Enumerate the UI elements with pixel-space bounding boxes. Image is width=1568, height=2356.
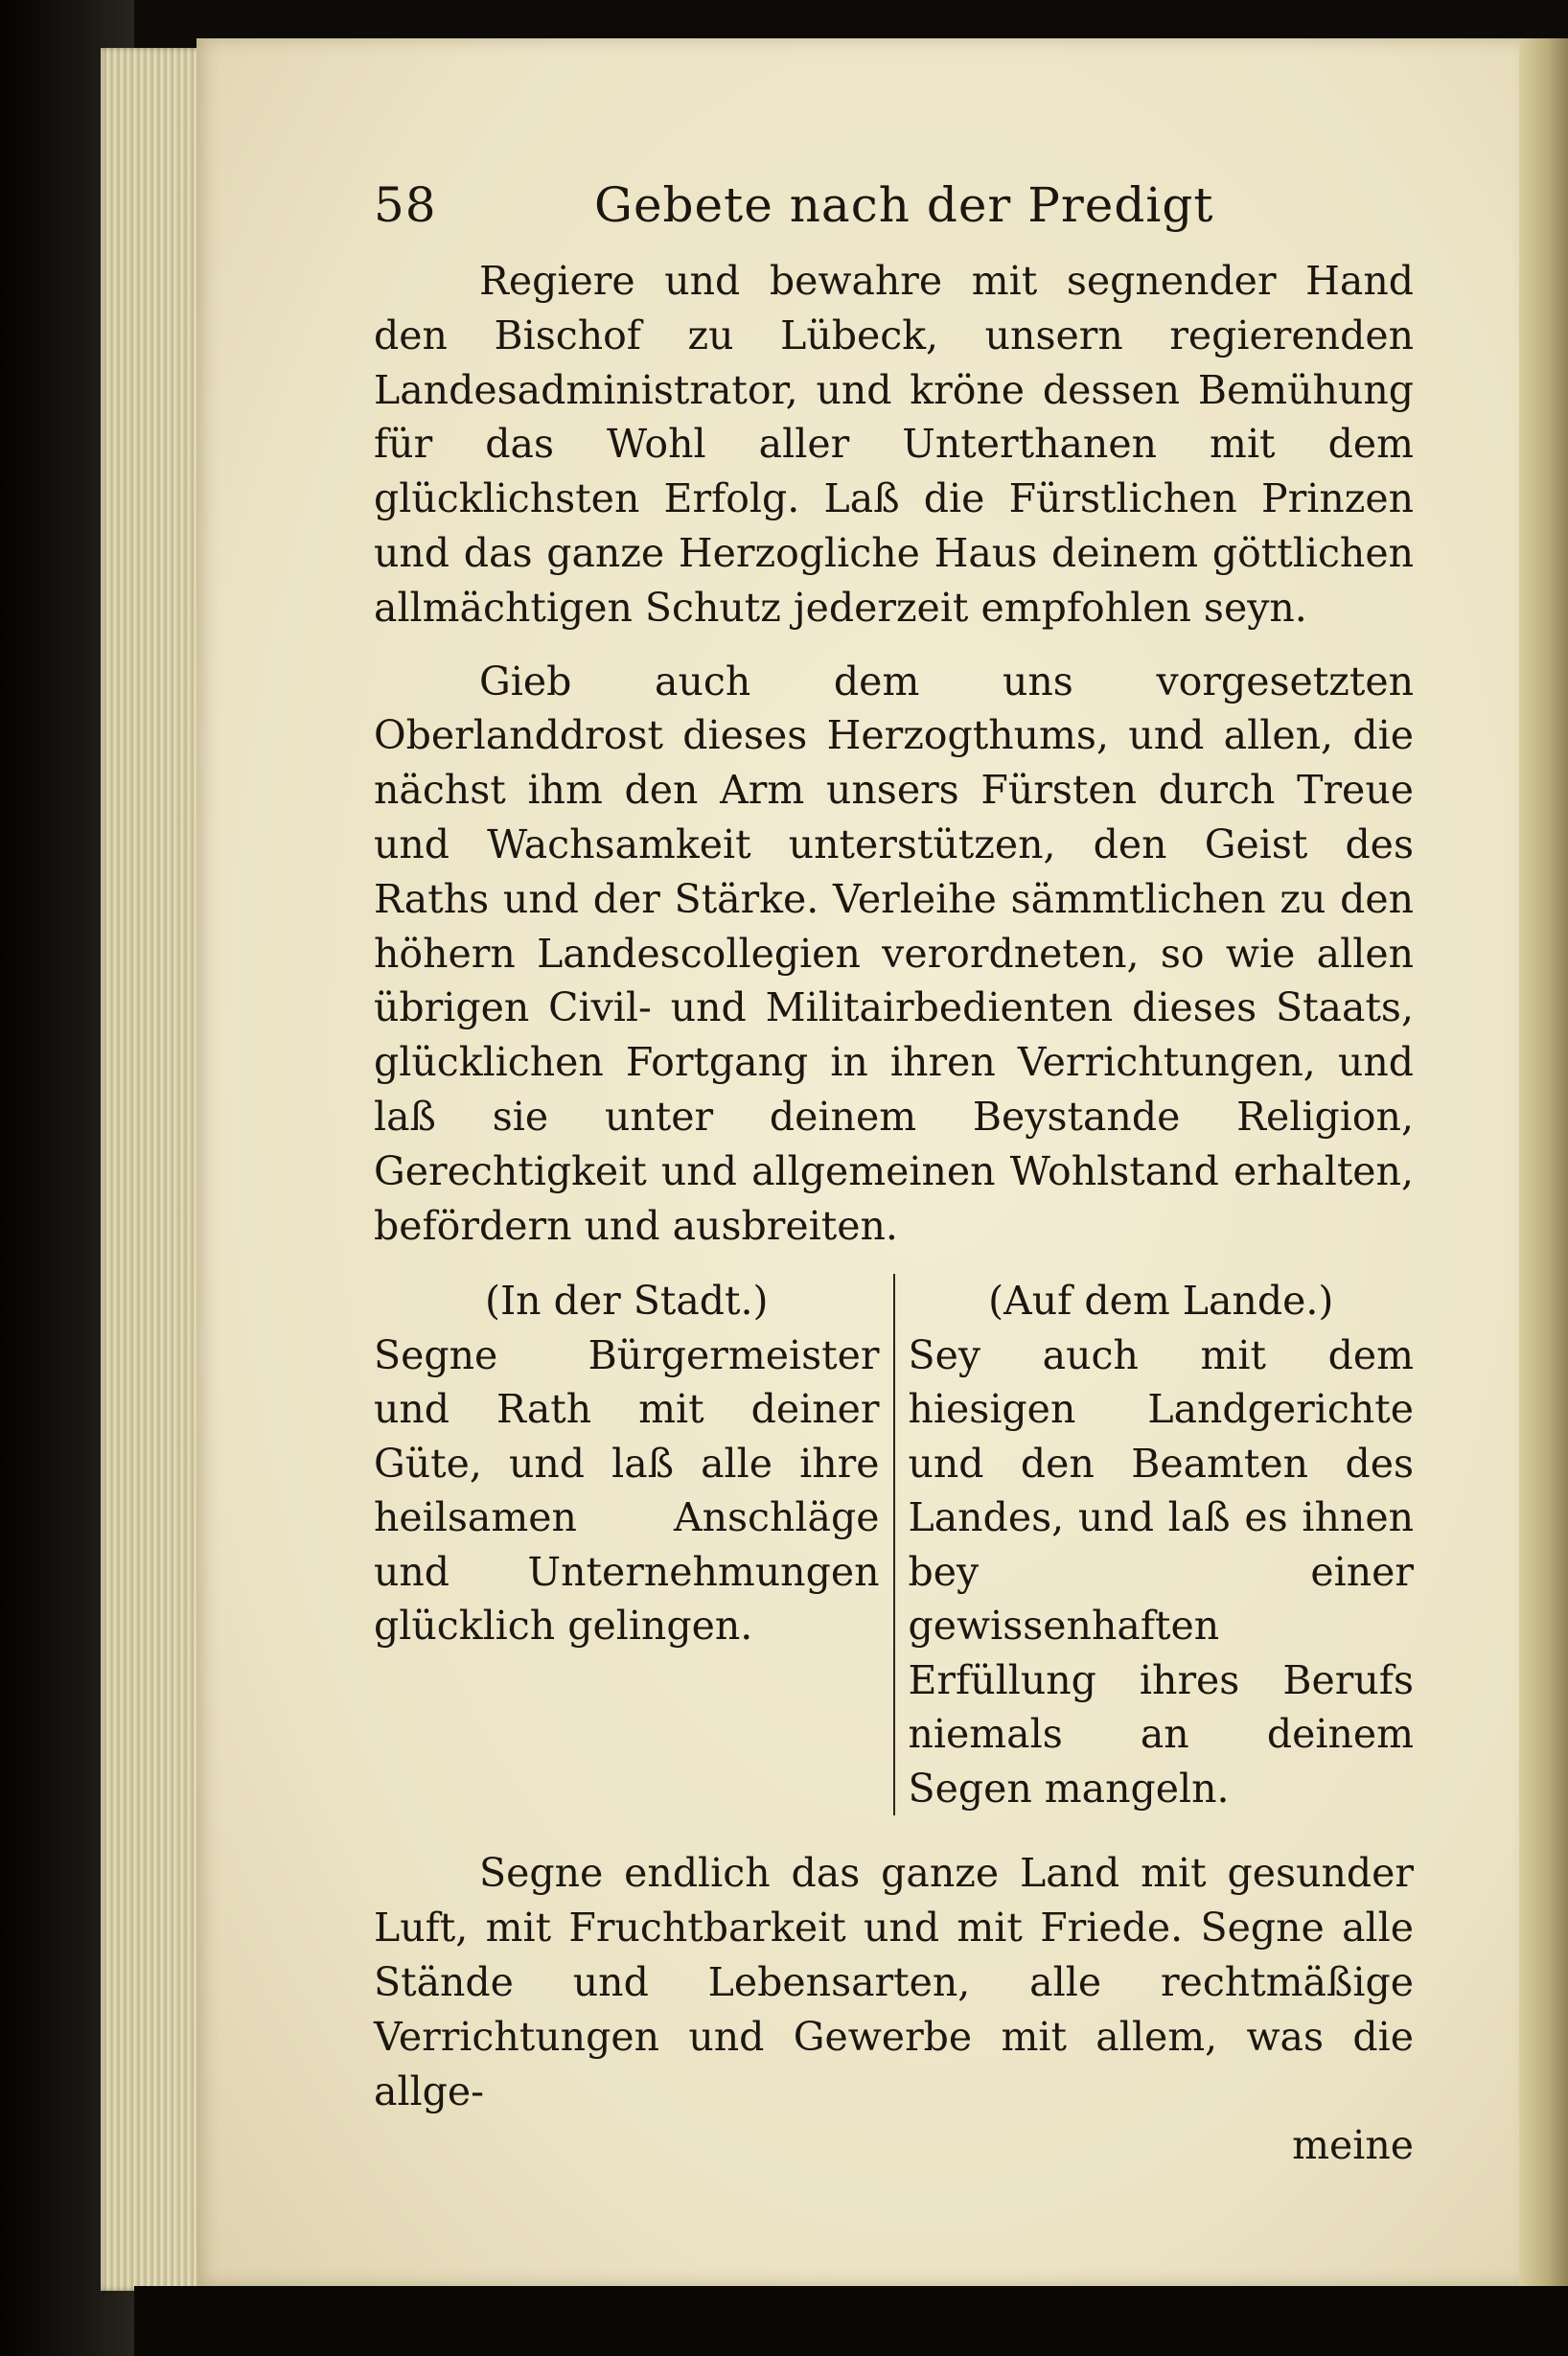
page-header xyxy=(374,177,1414,254)
bottom-shadow xyxy=(134,2286,1568,2356)
paragraph-regiere: Regiere und bewahre mit segnender Hand den Bischof zu Lübeck, unsern regierenden Landesadministrator, und kröne dessen Bemühung für das Wohl aller Unterthanen mit dem glücklichsten Erfolg. Laß die Fürstlichen Prinzen und das ganze Herzogliche Haus deinem göttlichen allmächtigen Schutz jederzeit empfohlen seyn. xyxy=(374,258,1414,631)
column-country-text: Sey auch mit dem hiesigen Landgerichte und den Beamten des Landes, und laß es ihnen bey einer gewissenhaften Erfüllung ihres Berufs niemals an deinem Segen mangeln. xyxy=(908,1331,1414,1812)
column-city-heading: (In der Stadt.) xyxy=(484,1278,769,1325)
page-content xyxy=(374,177,1414,2172)
column-city-text: Segne Bürgermeister und Rath mit deiner Güte, und laß alle ihre heilsamen Anschläge und Unternehmungen glücklich gelingen. xyxy=(374,1331,880,1650)
column-country-heading: (Auf dem Lande.) xyxy=(988,1278,1334,1325)
two-column-section xyxy=(374,1274,1414,1815)
column-city xyxy=(374,1274,893,1815)
paragraph-gieb: Gieb auch dem uns vorgesetzten Oberlanddrost dieses Herzogthums, und allen, die nächst ihm den Arm unsers Fürsten durch Treue und Wachsamkeit unterstützen, den Geist des Raths und der Stärke. Verleihe sämmtlichen zu den höhern Landescollegien verordneten, so wie allen übrigen Civil- und Militairbedienten dieses Staats, glücklichen Fortgang in ihren Verrichtungen, und laß sie unter deinem Beystande Religion, Gerechtigkeit und allgemeinen Wohlstand erhalten, befördern und ausbreiten. xyxy=(374,658,1414,1249)
paragraph-segne: Segne endlich das ganze Land mit gesunder Luft, mit Fruchtbarkeit und mit Friede. Segne alle Stände und Lebensarten, alle rechtmäßige Verrichtungen und Gewerbe mit allem, was die allge- xyxy=(374,1850,1414,2114)
running-title: Gebete nach der Predigt xyxy=(594,177,1214,233)
column-country xyxy=(893,1274,1415,1815)
page-edges xyxy=(101,48,211,2291)
catchword: meine xyxy=(1292,2122,1414,2169)
page-gutter xyxy=(1519,38,1568,2286)
page-number: 58 xyxy=(374,177,437,233)
